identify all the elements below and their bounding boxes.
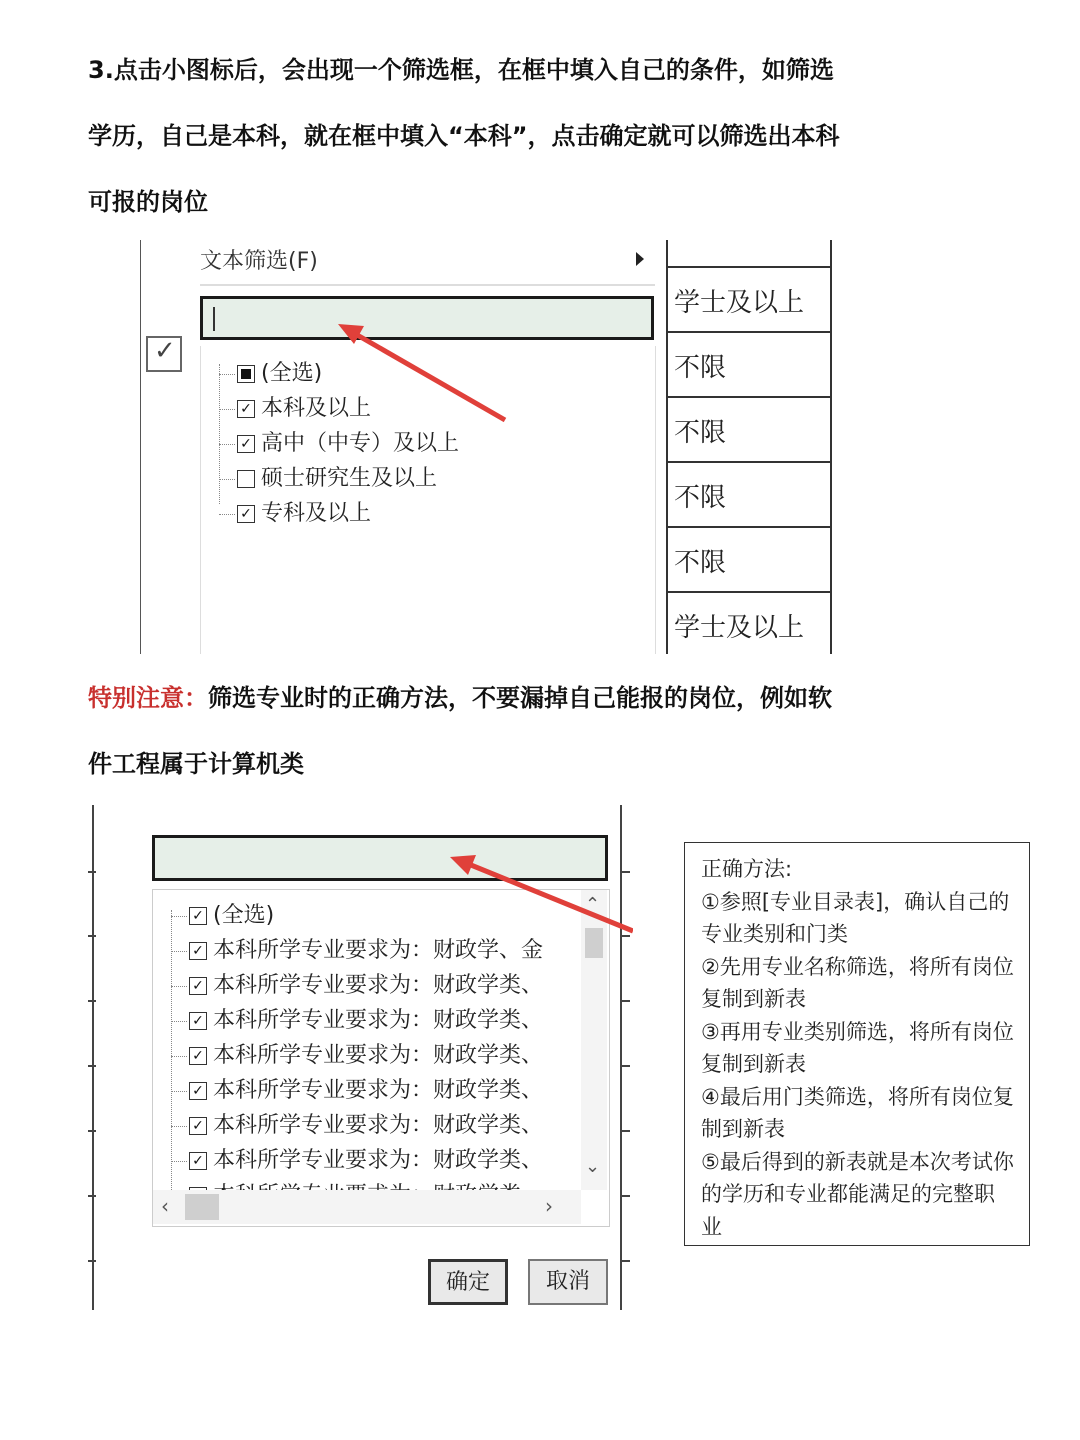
table-cell: 不限 (666, 331, 832, 395)
filter-item-label: 本科所学专业要求为：财政学类、 (213, 1008, 544, 1033)
filter-item-label: 本科及以上 (261, 396, 372, 421)
method-step: ⑤最后得到的新表就是本次考试你的学历和专业都能满足的完整职业 (701, 1149, 1014, 1239)
cancel-button[interactable]: 取消 (528, 1259, 608, 1305)
checkbox-checked-icon[interactable]: ✓ (189, 1117, 207, 1135)
text-filter-menu-item[interactable]: 文本筛选(F) (200, 249, 318, 274)
filter-dropdown-screenshot-1 (140, 240, 840, 654)
chevron-down-icon[interactable]: ⌄ (585, 1156, 601, 1177)
filter-item-label: (全选) (261, 361, 323, 386)
chevron-left-icon[interactable]: ‹ (161, 1194, 169, 1218)
method-title: 正确方法: (701, 857, 793, 881)
filter-item-label: 本科所学专业要求为：财政学类、 (213, 1043, 544, 1068)
table-cell: 不限 (666, 526, 832, 590)
checkbox-checked-icon[interactable]: ✓ (237, 505, 255, 523)
checkbox-icon[interactable]: ✓ (146, 336, 182, 372)
checkbox-checked-icon[interactable]: ✓ (189, 1047, 207, 1065)
special-note-text: 筛选专业时的正确方法，不要漏掉自己能报的岗位，例如软 (208, 684, 832, 712)
checkbox-checked-icon[interactable]: ✓ (189, 1012, 207, 1030)
checkbox-checked-icon[interactable]: ✓ (237, 435, 255, 453)
chevron-up-icon[interactable]: ⌃ (585, 894, 601, 915)
annotation-arrow-icon (88, 805, 633, 1310)
checkbox-checked-icon[interactable]: ✓ (189, 1152, 207, 1170)
annotation-arrow-icon (140, 240, 840, 654)
special-note (88, 686, 988, 710)
special-note-line-2: 件工程属于计算机类 (88, 750, 304, 778)
table-cell: 学士及以上 (666, 266, 832, 330)
filter-item-label: 本科所学专业要求为：财政学类、 (213, 1078, 544, 1103)
table-cell: 学士及以上 (666, 591, 832, 655)
checkbox-checked-icon[interactable]: ✓ (189, 907, 207, 925)
ok-button[interactable]: 确定 (428, 1259, 508, 1305)
checkbox-checked-icon[interactable]: ✓ (189, 977, 207, 995)
correct-method-box (684, 842, 1030, 1246)
method-step: ②先用专业名称筛选，将所有岗位复制到新表 (701, 954, 1014, 1011)
filter-item-label: 高中（中专）及以上 (261, 431, 460, 456)
filter-item-label: 本科所学专业要求为：财政学、金 (213, 938, 544, 963)
filter-item-label: 硕士研究生及以上 (261, 466, 438, 491)
checkbox-checked-icon[interactable]: ✓ (189, 1082, 207, 1100)
method-step: ④最后用门类筛选，将所有岗位复制到新表 (701, 1084, 1014, 1141)
special-note-label: 特别注意： (88, 684, 208, 712)
filter-item-label: 本科所学专业要求为：财政学类、 (213, 973, 544, 998)
table-cell: 不限 (666, 461, 832, 525)
method-step: ①参照[专业目录表]，确认自己的专业类别和门类 (701, 889, 1010, 946)
checkbox-checked-icon[interactable]: ✓ (237, 400, 255, 418)
filter-item-label: (全选) (213, 903, 275, 928)
filter-item-label: 本科所学专业要求为：财政学类、 (213, 1113, 544, 1138)
table-cell: 不限 (666, 396, 832, 460)
intro-line-1: 3.点击小图标后，会出现一个筛选框，在框中填入自己的条件，如筛选 (88, 56, 834, 84)
filter-dropdown-screenshot-2 (88, 805, 633, 1310)
method-step: ③再用专业类别筛选，将所有岗位复制到新表 (701, 1019, 1014, 1076)
chevron-right-icon[interactable]: › (545, 1194, 553, 1218)
intro-line-2: 学历，自己是本科，就在框中填入“本科”，点击确定就可以筛选出本科 (88, 122, 840, 150)
filter-item-label: 本科所学专业要求为：财政学类、 (213, 1148, 544, 1173)
checkbox-checked-icon[interactable]: ✓ (189, 942, 207, 960)
filter-item-label: 专科及以上 (261, 501, 372, 526)
intro-line-3: 可报的岗位 (88, 188, 208, 216)
